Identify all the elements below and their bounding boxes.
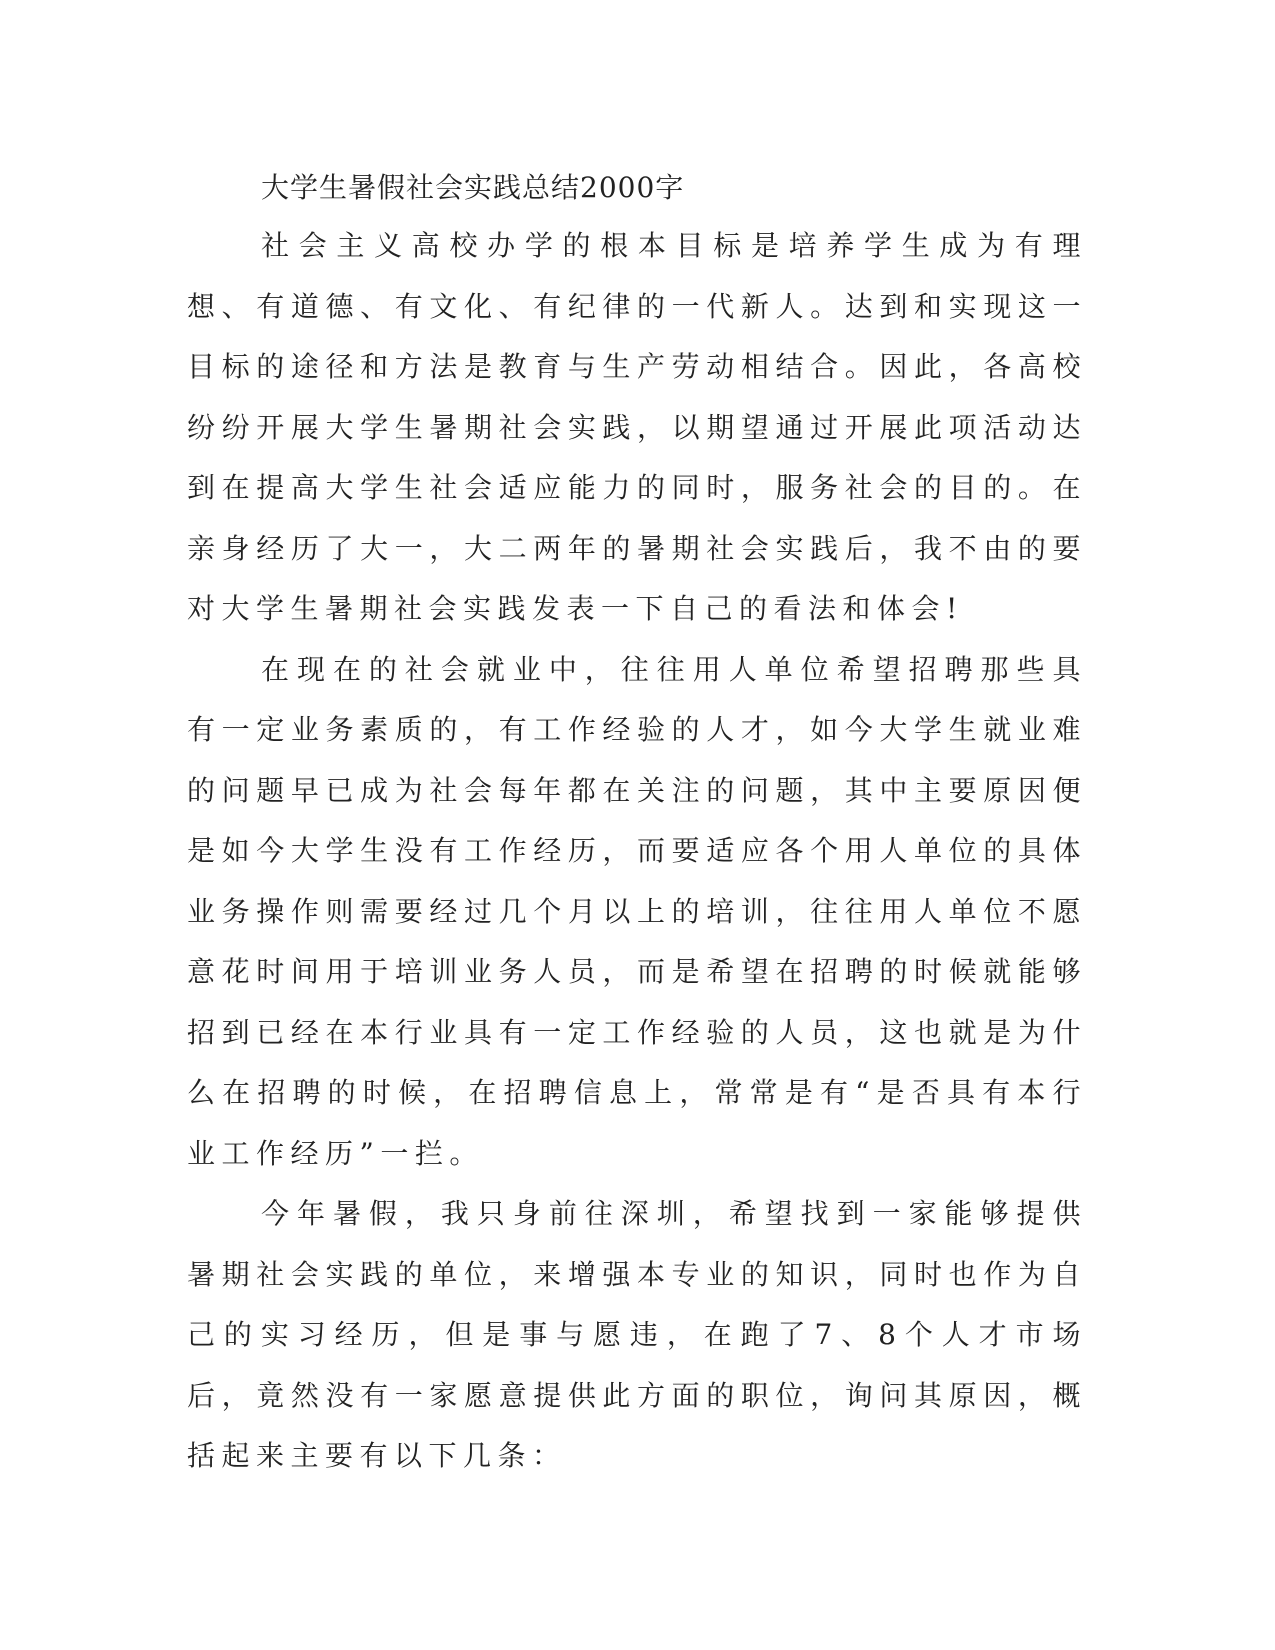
paragraph-3: 今年暑假，我只身前往深圳，希望找到一家能够提供暑期社会实践的单位，来增强本专业的知识，同时也作为自己的实习经历，但是事与愿违，在跑了7、8个人才市场后，竟然没有一家愿意提供此方面的职位，询问其原因，概括起来主要有以下几条： (187, 1197, 1087, 1472)
document-title: 大学生暑假社会实践总结2000字 (261, 171, 685, 204)
paragraph-2: 在现在的社会就业中，往往用人单位希望招聘那些具有一定业务素质的，有工作经验的人才，如今大学生就业难的问题早已成为社会每年都在关注的问题，其中主要原因便是如今大学生没有工作经历，而要适应各个用人单位的具体业务操作则需要经过几个月以上的培训，往往用人单位不愿意花时间用于培训业务人员，而是希望在招聘的时候就能够招到已经在本行业具有一定工作经验的人员，这也就是为什么在招聘的时候，在招聘信息上，常常是有“是否具有本行业工作经历”一拦。 (187, 652, 1087, 1170)
document-body (187, 168, 1087, 1487)
paragraph-1: 社会主义高校办学的根本目标是培养学生成为有理想、有道德、有文化、有纪律的一代新人。达到和实现这一目标的途径和方法是教育与生产劳动相结合。因此，各高校纷纷开展大学生暑期社会实践，以期望通过开展此项活动达到在提高大学生社会适应能力的同时，服务社会的目的。在亲身经历了大一，大二两年的暑期社会实践后，我不由的要对大学生暑期社会实践发表一下自己的看法和体会! (187, 229, 1087, 625)
